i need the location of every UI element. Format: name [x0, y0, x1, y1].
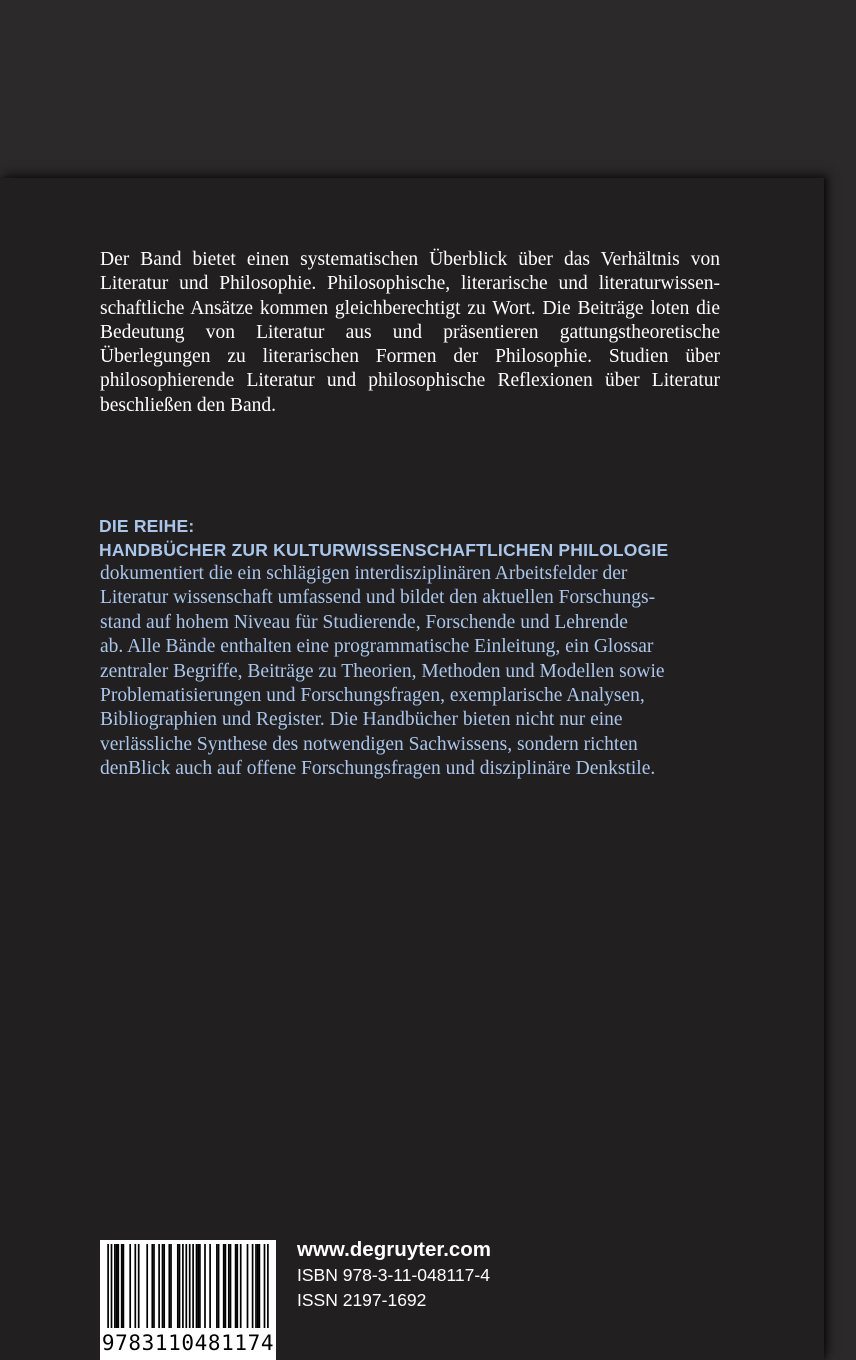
barcode-bar	[218, 1244, 220, 1328]
barcode	[100, 1240, 276, 1360]
barcode-bar	[179, 1244, 181, 1328]
barcode-bar	[255, 1244, 257, 1328]
barcode-bar	[264, 1244, 266, 1328]
issn-number: ISSN 2197-1692	[297, 1290, 427, 1310]
series-line: ab. Alle Bände enthalten eine programmatische Einleitung, ein Glossar	[100, 636, 654, 658]
barcode-bar	[204, 1244, 206, 1328]
publisher-url[interactable]: www.degruyter.com	[297, 1238, 492, 1261]
barcode-bar	[182, 1244, 184, 1328]
series-heading-title: HANDBÜCHER ZUR KULTURWISSENSCHAFTLICHEN PHILOLOGIE	[99, 540, 669, 560]
barcode-bar	[151, 1244, 153, 1328]
book-description: Der Band bietet einen systematischen Überblick über das Verhältnis von Literatur und Philosophie. Philosophische, literarische und literaturwissen-schaftliche Ansätze kommen gleichberechtigt zu Wort. Die Beiträge loten die Bedeutung von Literatur aus und präsentieren gattungstheoretische Überlegungen zu literarischen Formen der Philosophie. Studien über philosophierende Literatur und philosophische Reflexionen über Literatur beschließen den Band.	[100, 249, 720, 416]
barcode-bar	[240, 1244, 242, 1328]
barcode-bar	[129, 1244, 131, 1328]
barcode-bar	[153, 1244, 155, 1328]
series-line: verlässliche Synthese des notwendigen Sachwissens, sondern richten	[100, 733, 638, 755]
barcode-bar	[199, 1244, 201, 1328]
series-line: stand auf hohem Niveau für Studierende, Forschende und Lehrende	[100, 611, 628, 633]
barcode-bar	[235, 1244, 237, 1328]
series-line: Bibliographien und Register. Die Handbücher bieten nicht nur eine	[100, 709, 623, 731]
barcode-bar	[236, 1244, 238, 1328]
barcode-bar	[247, 1244, 249, 1328]
barcode-bar	[162, 1244, 164, 1328]
barcode-bar	[163, 1244, 165, 1328]
series-heading	[99, 514, 739, 562]
barcode-bar	[259, 1244, 261, 1328]
series-line: Problematisierungen und Forschungsfragen, exemplarische Analysen,	[100, 685, 645, 707]
barcode-bar	[168, 1244, 170, 1328]
barcode-bar	[123, 1244, 125, 1328]
series-line: Literatur wissenschaft umfassend und bildet den aktuellen Forschungs-	[100, 587, 656, 609]
barcode-bar	[177, 1244, 179, 1328]
barcode-bar	[223, 1244, 225, 1328]
barcode-bar	[267, 1244, 269, 1328]
series-line: zentraler Begriffe, Beiträge zu Theorien, Methoden und Modellen sowie	[100, 660, 665, 682]
barcode-bar	[196, 1244, 198, 1328]
barcode-bar	[216, 1244, 218, 1328]
series-description	[100, 562, 705, 782]
barcode-bar	[117, 1244, 119, 1328]
barcode-bar	[209, 1244, 211, 1328]
barcode-bar	[116, 1244, 118, 1328]
barcode-bar	[230, 1244, 232, 1328]
barcode-bars	[100, 1240, 276, 1332]
barcode-bar	[170, 1244, 172, 1328]
barcode-bar	[197, 1244, 199, 1328]
barcode-bar	[225, 1244, 227, 1328]
series-line: dokumentiert die ein schlägigen interdisziplinären Arbeitsfelder der	[100, 563, 628, 584]
series-line: denBlick auch auf offene Forschungsfragen und disziplinäre Denkstile.	[100, 758, 656, 780]
barcode-bar	[114, 1244, 116, 1328]
barcode-digits: 9783110481174	[101, 1331, 275, 1355]
barcode-bar	[158, 1244, 160, 1328]
barcode-bar	[189, 1244, 191, 1328]
barcode-bar	[192, 1244, 194, 1328]
barcode-bar	[228, 1244, 230, 1328]
barcode-bar	[257, 1244, 259, 1328]
series-heading-label: DIE REIHE:	[99, 516, 195, 536]
barcode-bar	[252, 1244, 254, 1328]
barcode-bar	[121, 1244, 123, 1328]
barcode-bar	[138, 1244, 140, 1328]
barcode-bar	[107, 1244, 109, 1328]
barcode-bar	[134, 1244, 136, 1328]
barcode-bar	[111, 1244, 113, 1328]
isbn-number: ISBN 978-3-11-048117-4	[297, 1265, 490, 1285]
barcode-bar	[185, 1244, 187, 1328]
publisher-info	[297, 1237, 491, 1313]
barcode-bar	[146, 1244, 148, 1328]
